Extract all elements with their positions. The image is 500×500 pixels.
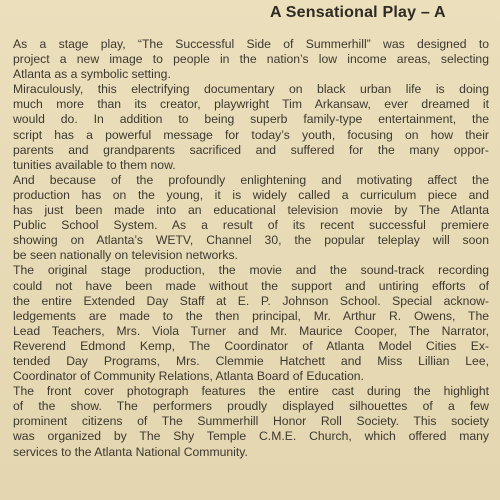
text-line: services to the Atlanta National Community. [13, 444, 248, 459]
text-line: The original stage production, the movie and the sound-track recording [13, 263, 489, 278]
text-line: ledgements are made to the then principal, Mr. Arthur R. Owens, The [13, 308, 489, 323]
text-line: Reverend Edmond Kemp, The Coordinator of Atlanta Model Cities Ex- [13, 338, 489, 353]
text-line: of the show. The performers proudly displayed silhouettes of a few [13, 399, 489, 414]
text-line: production has on the young, it is widely called a curriculum piece and [13, 187, 489, 202]
article-body [13, 37, 489, 460]
text-line: prominent citizens of The Summerhill Honor Roll Society. This society [13, 414, 489, 429]
text-line: And because of the profoundly enlightening and motivating affect the [13, 172, 489, 187]
text-line: tended Day Programs, Mrs. Clemmie Hatchett and Miss Lillian Lee, [13, 353, 489, 368]
text-line: was organized by The Shy Temple C.M.E. Church, which offered many [13, 429, 489, 444]
text-line: would do. In addition to being superb family-type entertainment, the [13, 112, 489, 127]
text-line: the entire Extended Day Staff at E. P. Johnson School. Special acknow- [13, 293, 489, 308]
text-line: much more than its creator, playwright Tim Arkansaw, ever dreamed it [13, 97, 489, 112]
text-line: could not have been made without the support and untiring efforts of [13, 278, 489, 293]
text-line: Lead Teachers, Mrs. Viola Turner and Mr. Maurice Cooper, The Narrator, [13, 323, 489, 338]
text-line: script has a powerful message for today’s youth, focusing on how their [13, 127, 489, 142]
text-line: parents and grandparents sacrificed and suffered for the many oppor- [13, 142, 489, 157]
text-line: Public School System. As a result of its recent successful premiere [13, 218, 489, 233]
paragraph [13, 82, 489, 173]
text-line: Miraculously, this electrifying documentary on black urban life is doing [13, 82, 489, 97]
text-line: As a stage play, “The Successful Side of Summerhill” was designed to [13, 37, 489, 51]
paragraph [13, 37, 489, 82]
paragraph [13, 384, 489, 459]
text-line: Coordinator of Community Relations, Atlanta Board of Education. [13, 369, 364, 384]
text-line: tunities available to them now. [13, 157, 176, 172]
text-line: showing on Atlanta’s WETV, Channel 30, the popular teleplay will soon [13, 233, 489, 248]
text-line: Atlanta as a symbolic setting. [13, 67, 171, 82]
paragraph [13, 263, 489, 384]
text-line: has just been made into an educational television movie by The Atlanta [13, 203, 489, 218]
text-line: The front cover photograph features the entire cast during the highlight [13, 384, 489, 399]
paragraph [13, 173, 489, 264]
text-line: project a new image to people in the nation’s low income areas, selecting [13, 52, 489, 67]
page-title: A Sensational Play – A [270, 4, 446, 21]
text-line: be seen nationally on television networks. [13, 248, 238, 263]
